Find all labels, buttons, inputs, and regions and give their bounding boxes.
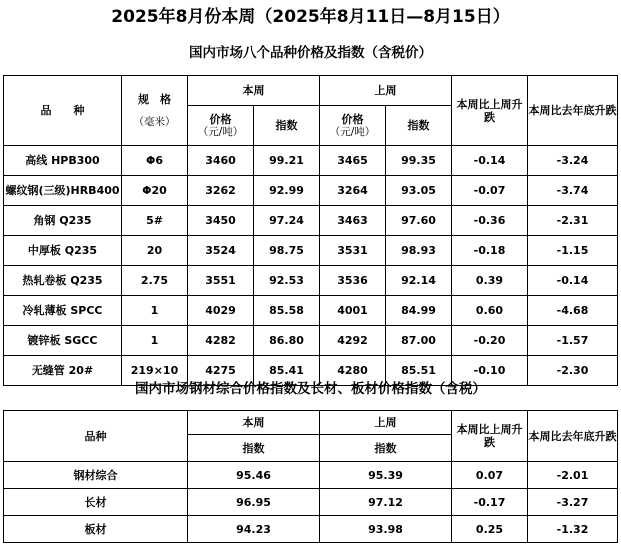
ytd-change-cell: -2.31	[528, 206, 618, 236]
table-row	[4, 146, 618, 176]
index-cell: 98.75	[254, 236, 320, 266]
header-prev-index: 指数	[386, 106, 452, 146]
prev-price-cell: 3531	[320, 236, 386, 266]
header-ytd-change: 本周比去年底升跌	[528, 76, 618, 146]
prev-index-cell: 93.05	[386, 176, 452, 206]
prev-index-cell: 93.98	[320, 516, 452, 543]
wow-change-cell: -0.20	[452, 326, 528, 356]
spec-cell: Φ20	[122, 176, 188, 206]
header-wow-change: 本周比上周升跌	[452, 76, 528, 146]
price-cell: 4275	[188, 356, 254, 386]
ytd-change-cell: -2.01	[528, 462, 618, 489]
variety-cell: 螺纹钢(三级)HRB400	[4, 176, 122, 206]
header-spec-unit: （毫米）	[133, 115, 176, 128]
prev-price-cell: 3465	[320, 146, 386, 176]
ytd-change-cell: -1.57	[528, 326, 618, 356]
ytd-change-cell: -3.27	[528, 489, 618, 516]
ytd-change-cell: -1.32	[528, 516, 618, 543]
index-cell: 95.46	[188, 462, 320, 489]
spec-cell: 20	[122, 236, 188, 266]
variety-cell: 高线 HPB300	[4, 146, 122, 176]
prev-price-cell: 4280	[320, 356, 386, 386]
header-variety: 品 种	[4, 76, 122, 146]
table-row	[4, 206, 618, 236]
wow-change-cell: -0.18	[452, 236, 528, 266]
index-cell: 97.24	[254, 206, 320, 236]
prev-index-cell: 97.60	[386, 206, 452, 236]
wow-change-cell: -0.14	[452, 146, 528, 176]
price-cell: 4029	[188, 296, 254, 326]
header-spec-label: 规 格	[138, 92, 171, 106]
prev-price-cell: 3264	[320, 176, 386, 206]
prev-index-cell: 95.39	[320, 462, 452, 489]
price-cell: 3450	[188, 206, 254, 236]
t2-header-last-week: 上周	[320, 411, 452, 435]
index-cell: 92.53	[254, 266, 320, 296]
header-prev-price-label: 价格	[341, 112, 364, 126]
wow-change-cell: -0.07	[452, 176, 528, 206]
table-row	[4, 176, 618, 206]
header-price	[188, 106, 254, 146]
table-row	[4, 236, 618, 266]
header-price-label: 价格	[209, 112, 232, 126]
ytd-change-cell: -2.30	[528, 356, 618, 386]
index-cell: 85.58	[254, 296, 320, 326]
variety-cell: 冷轧薄板 SPCC	[4, 296, 122, 326]
variety-cell: 板材	[4, 516, 188, 543]
wow-change-cell: 0.39	[452, 266, 528, 296]
wow-change-cell: 0.60	[452, 296, 528, 326]
ytd-change-cell: -4.68	[528, 296, 618, 326]
t2-header-variety: 品种	[4, 411, 188, 462]
table1-caption: 国内市场八个品种价格及指数（含税价）	[189, 45, 432, 61]
header-prev-price-unit: （元/吨）	[329, 125, 376, 138]
ytd-change-cell: -1.15	[528, 236, 618, 266]
index-cell: 94.23	[188, 516, 320, 543]
variety-cell: 中厚板 Q235	[4, 236, 122, 266]
ytd-change-cell: -3.24	[528, 146, 618, 176]
t2-header-ytd-change: 本周比去年底升跌	[528, 411, 618, 462]
t2-header-index: 指数	[188, 435, 320, 462]
index-cell: 99.21	[254, 146, 320, 176]
prev-index-cell: 97.12	[320, 489, 452, 516]
index-cell: 96.95	[188, 489, 320, 516]
header-spec	[122, 76, 188, 146]
t2-header-wow-change: 本周比上周升跌	[452, 411, 528, 462]
prev-price-cell: 3463	[320, 206, 386, 236]
table-row	[4, 462, 618, 489]
header-prev-price	[320, 106, 386, 146]
prev-price-cell: 3536	[320, 266, 386, 296]
price-cell: 3551	[188, 266, 254, 296]
wow-change-cell: 0.07	[452, 462, 528, 489]
prev-index-cell: 87.00	[386, 326, 452, 356]
header-last-week: 上周	[320, 76, 452, 106]
wow-change-cell: -0.17	[452, 489, 528, 516]
index-cell: 92.99	[254, 176, 320, 206]
wow-change-cell: -0.10	[452, 356, 528, 386]
table-row	[4, 296, 618, 326]
index-cell: 86.80	[254, 326, 320, 356]
ytd-change-cell: -3.74	[528, 176, 618, 206]
prev-index-cell: 92.14	[386, 266, 452, 296]
ytd-change-cell: -0.14	[528, 266, 618, 296]
prev-index-cell: 85.51	[386, 356, 452, 386]
t2-header-prev-index: 指数	[320, 435, 452, 462]
prev-index-cell: 99.35	[386, 146, 452, 176]
price-cell: 4282	[188, 326, 254, 356]
index-cell: 85.41	[254, 356, 320, 386]
variety-cell: 热轧卷板 Q235	[4, 266, 122, 296]
table2-caption: 国内市场钢材综合价格指数及长材、板材价格指数（含税）	[135, 381, 486, 397]
table-row	[4, 489, 618, 516]
spec-cell: 2.75	[122, 266, 188, 296]
variety-cell: 钢材综合	[4, 462, 188, 489]
prev-price-cell: 4001	[320, 296, 386, 326]
variety-cell: 角钢 Q235	[4, 206, 122, 236]
t2-header-this-week: 本周	[188, 411, 320, 435]
page-title: 2025年8月份本周（2025年8月11日—8月15日）	[111, 7, 510, 27]
wow-change-cell: -0.36	[452, 206, 528, 236]
table-row	[4, 266, 618, 296]
spec-cell: 1	[122, 296, 188, 326]
spec-cell: 1	[122, 326, 188, 356]
variety-cell: 无缝管 20#	[4, 356, 122, 386]
price-cell: 3262	[188, 176, 254, 206]
header-index: 指数	[254, 106, 320, 146]
table-row	[4, 516, 618, 543]
table-row	[4, 326, 618, 356]
prev-price-cell: 4292	[320, 326, 386, 356]
prev-index-cell: 84.99	[386, 296, 452, 326]
header-this-week: 本周	[188, 76, 320, 106]
prev-index-cell: 98.93	[386, 236, 452, 266]
wow-change-cell: 0.25	[452, 516, 528, 543]
price-cell: 3460	[188, 146, 254, 176]
composite-index-table	[3, 410, 618, 543]
spec-cell: 5#	[122, 206, 188, 236]
header-price-unit: （元/吨）	[197, 125, 244, 138]
spec-cell: Φ6	[122, 146, 188, 176]
variety-cell: 镀锌板 SGCC	[4, 326, 122, 356]
variety-cell: 长材	[4, 489, 188, 516]
spec-cell: 219×10	[122, 356, 188, 386]
price-index-table	[3, 75, 618, 386]
price-cell: 3524	[188, 236, 254, 266]
